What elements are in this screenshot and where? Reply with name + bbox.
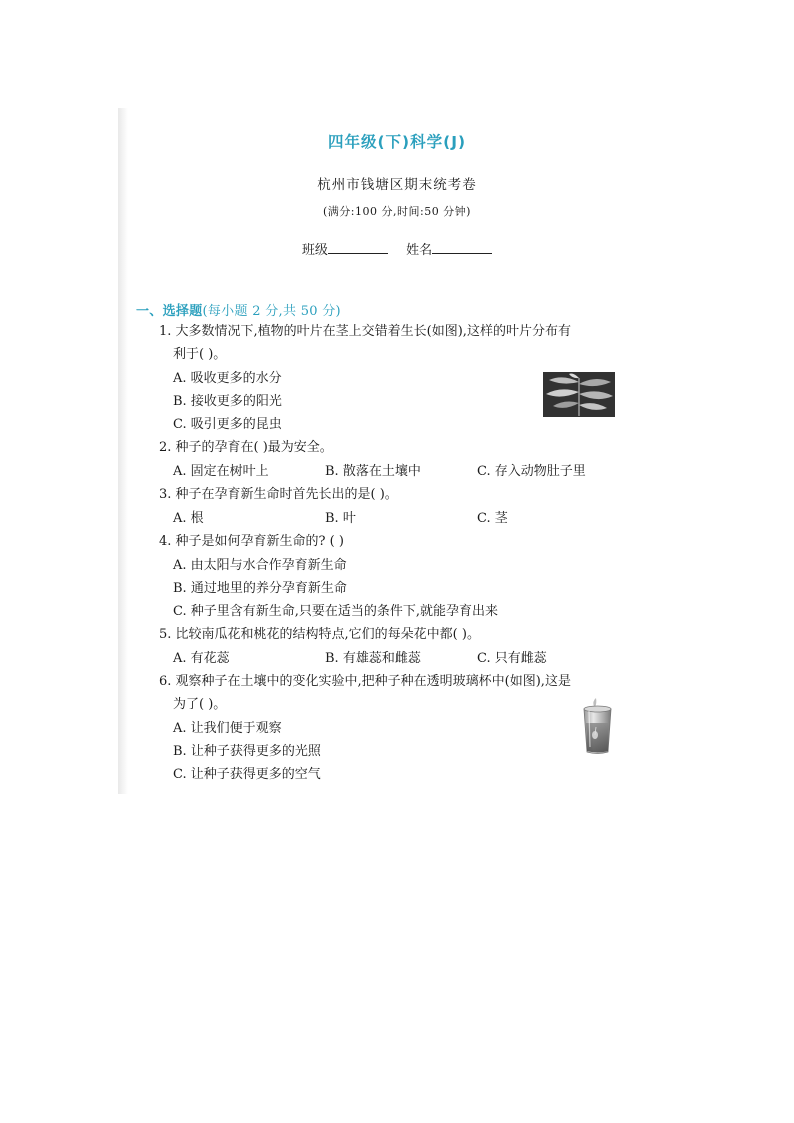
- score-time-info: (满分:100 分,时间:50 分钟): [323, 205, 471, 218]
- question-5-option-b[interactable]: B. 有雄蕊和雌蕊: [325, 651, 421, 666]
- class-label: 班级: [301, 243, 328, 258]
- exam-title: 四年级(下)科学(J): [327, 133, 467, 151]
- exam-subtitle: 杭州市钱塘区期末统考卷: [317, 177, 477, 193]
- question-1-option-c[interactable]: C. 吸引更多的昆虫: [173, 417, 282, 432]
- question-6-option-a[interactable]: A. 让我们便于观察: [173, 721, 282, 736]
- question-5-option-c[interactable]: C. 只有雌蕊: [477, 651, 547, 666]
- question-6-option-c[interactable]: C. 让种子获得更多的空气: [173, 767, 321, 782]
- question-3-option-b[interactable]: B. 叶: [325, 511, 356, 526]
- class-blank[interactable]: [328, 241, 388, 254]
- student-info-line: [0, 239, 794, 258]
- section-heading: [136, 300, 341, 319]
- question-1-stem: 1. 大多数情况下,植物的叶片在茎上交错着生长(如图),这样的叶片分布有: [159, 324, 571, 339]
- plant-leaves-image: [543, 372, 615, 417]
- question-3-option-c[interactable]: C. 茎: [477, 511, 508, 526]
- section-title: 一、选择题: [136, 304, 203, 319]
- question-2-option-c[interactable]: C. 存入动物肚子里: [477, 464, 586, 479]
- question-6-stem-cont: 为了( )。: [173, 697, 227, 712]
- section-note: (每小题 2 分,共 50 分): [202, 304, 341, 319]
- question-1-option-b[interactable]: B. 接收更多的阳光: [173, 394, 282, 409]
- question-2-stem: 2. 种子的孕育在( )最为安全。: [159, 440, 333, 455]
- question-4-option-a[interactable]: A. 由太阳与水合作孕育新生命: [173, 558, 347, 573]
- question-4-option-b[interactable]: B. 通过地里的养分孕育新生命: [173, 581, 347, 596]
- question-5-option-a[interactable]: A. 有花蕊: [173, 651, 230, 666]
- question-3-option-a[interactable]: A. 根: [173, 511, 204, 526]
- glass-cup-image: [580, 697, 615, 755]
- question-2-option-a[interactable]: A. 固定在树叶上: [173, 464, 269, 479]
- question-4-stem: 4. 种子是如何孕育新生命的? ( ): [159, 534, 344, 549]
- question-2-option-b[interactable]: B. 散落在土壤中: [325, 464, 421, 479]
- question-5-stem: 5. 比较南瓜花和桃花的结构特点,它们的每朵花中都( )。: [159, 627, 480, 642]
- question-6-option-b[interactable]: B. 让种子获得更多的光照: [173, 744, 321, 759]
- name-blank[interactable]: [432, 241, 492, 254]
- question-1-option-a[interactable]: A. 吸收更多的水分: [173, 371, 282, 386]
- name-label: 姓名: [406, 243, 433, 258]
- question-3-stem: 3. 种子在孕育新生命时首先长出的是( )。: [159, 487, 398, 502]
- question-1-stem-cont: 利于( )。: [173, 347, 227, 362]
- question-4-option-c[interactable]: C. 种子里含有新生命,只要在适当的条件下,就能孕育出来: [173, 604, 499, 619]
- question-6-stem: 6. 观察种子在土壤中的变化实验中,把种子种在透明玻璃杯中(如图),这是: [159, 674, 571, 689]
